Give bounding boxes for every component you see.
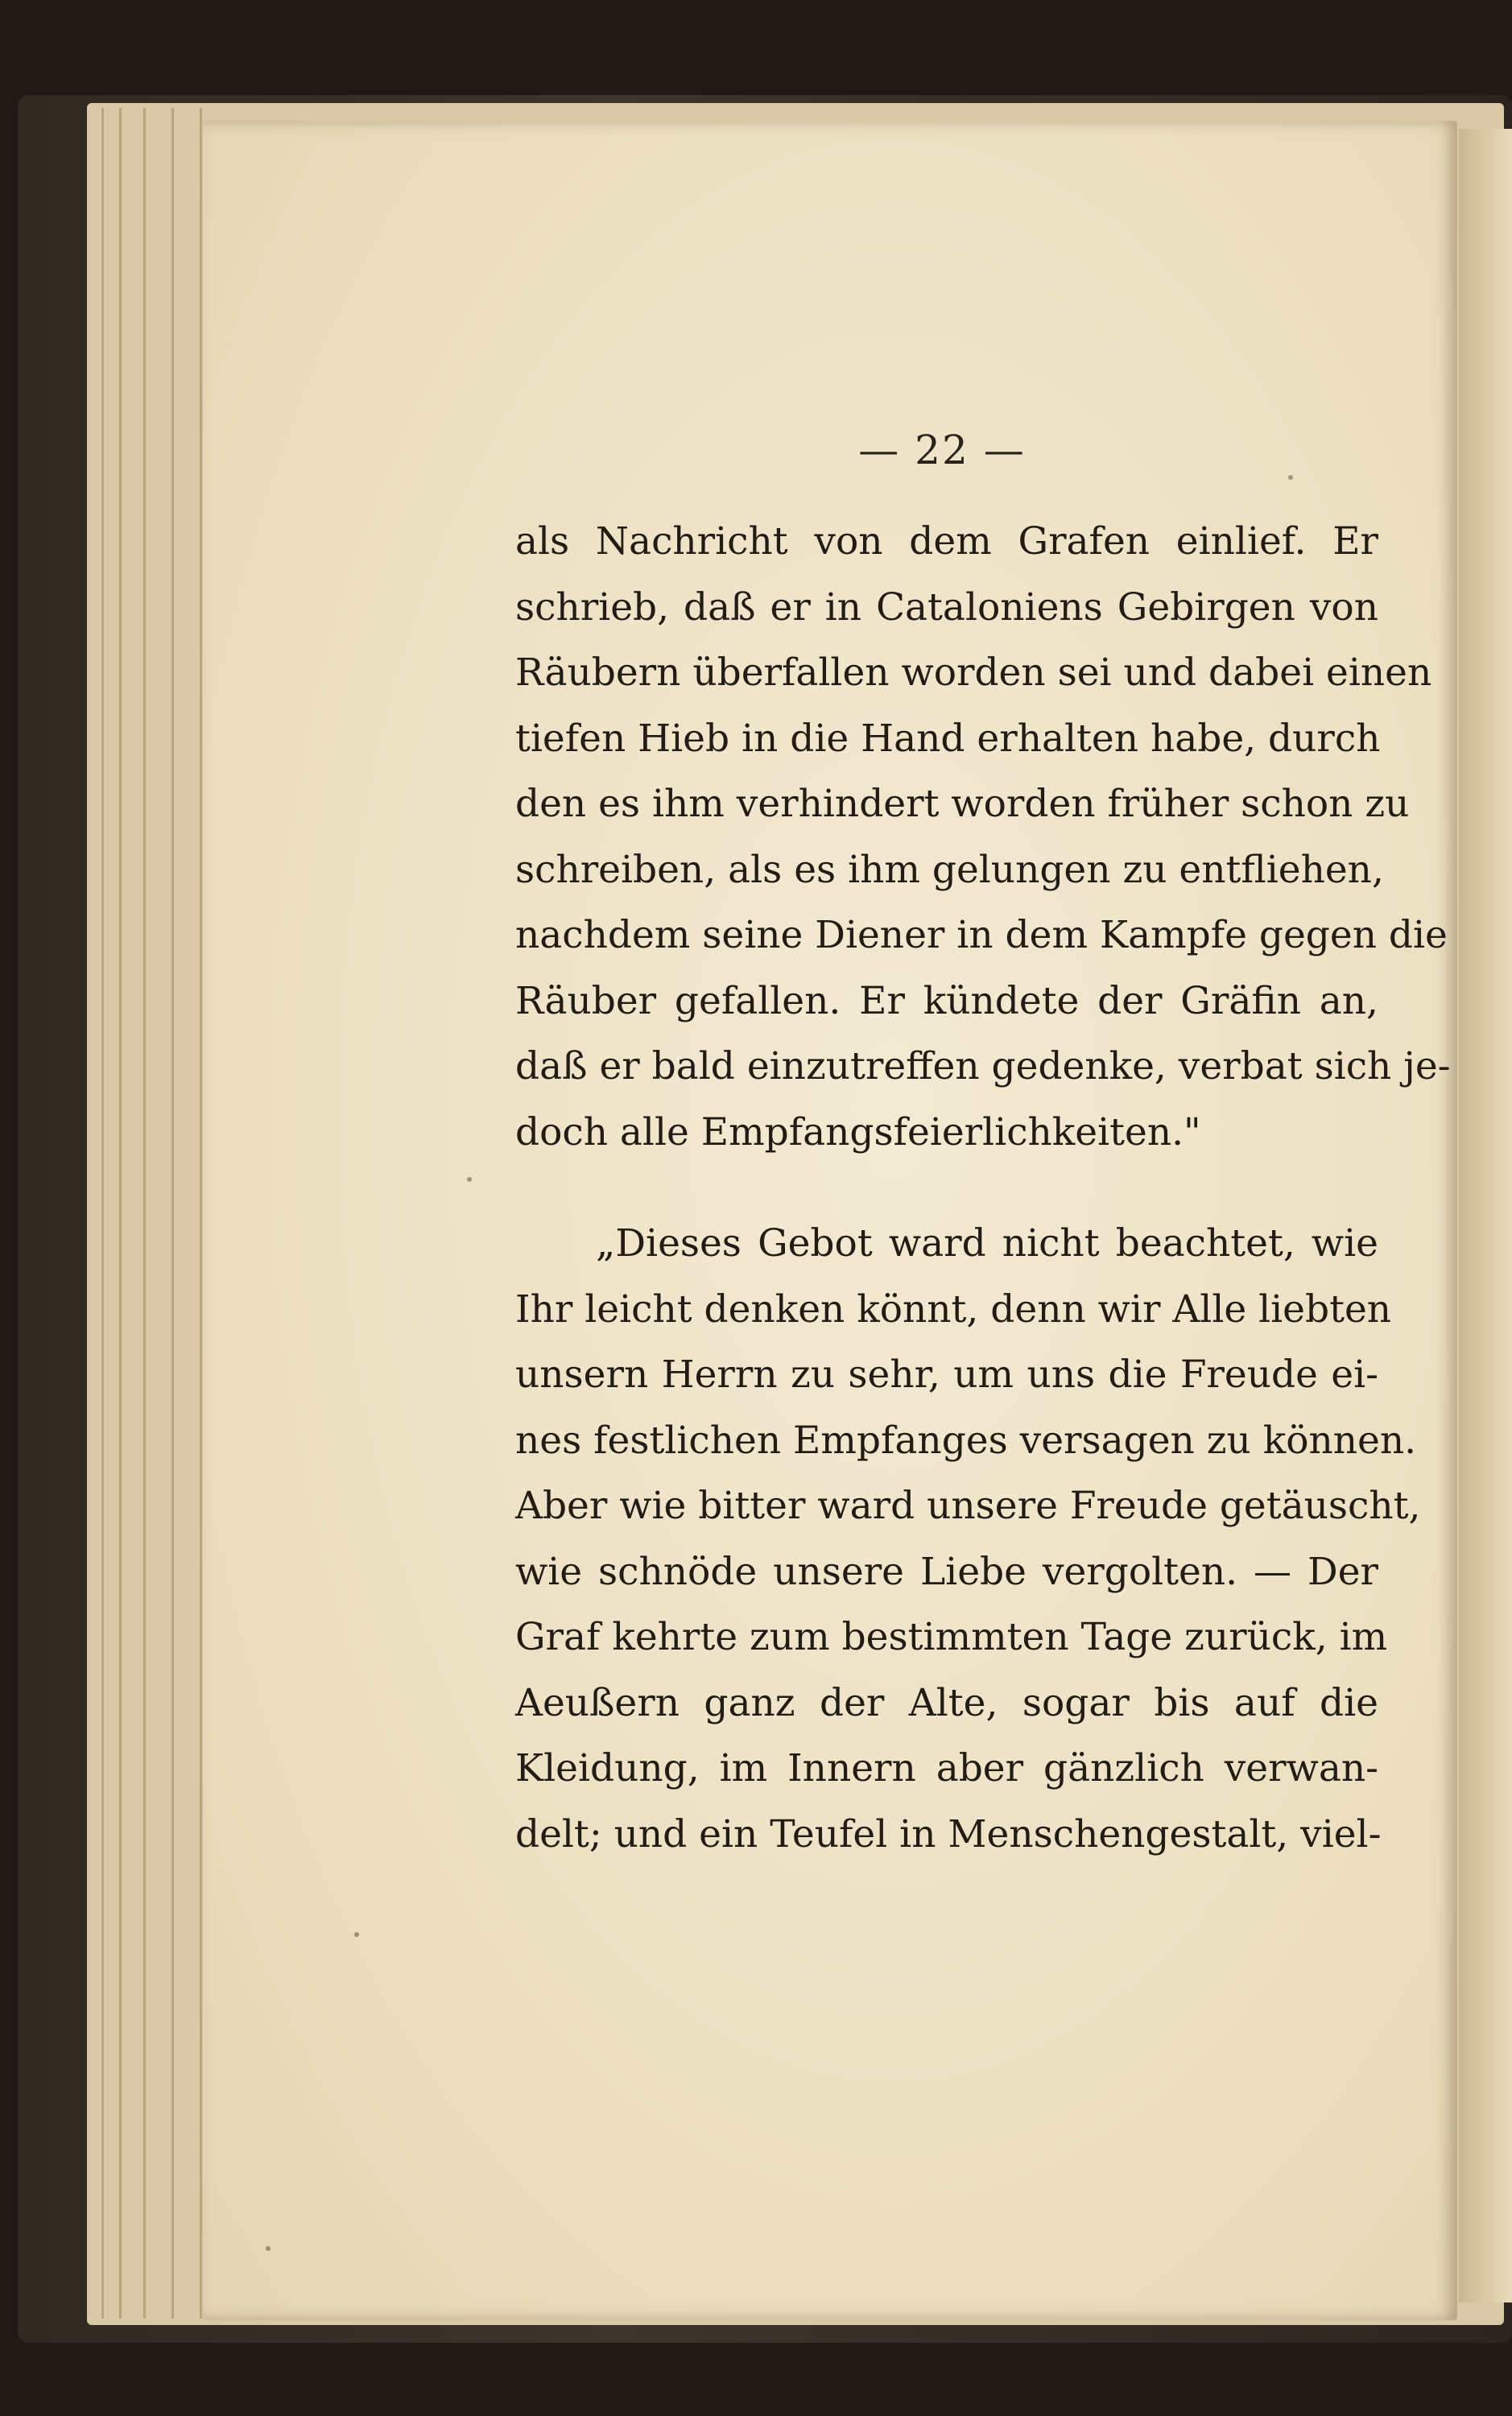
text-line: Aber wie bitter ward unsere Freude getäuscht, bbox=[515, 1484, 1421, 1528]
text-line: delt; und ein Teufel in Menschengestalt, viel- bbox=[515, 1811, 1382, 1856]
text-line: Räubern überfallen worden sei und dabei einen bbox=[515, 650, 1432, 695]
text-line: wie schnöde unsere Liebe vergolten. — Der bbox=[515, 1549, 1378, 1594]
text-line: schreiben, als es ihm gelungen zu entfliehen, bbox=[515, 847, 1384, 892]
page-edge-line bbox=[200, 108, 202, 2319]
text-line: Aeußern ganz der Alte, sogar bis auf die bbox=[515, 1680, 1378, 1725]
text-line: Räuber gefallen. Er kündete der Gräfin an, bbox=[515, 978, 1378, 1023]
paragraph-1 bbox=[515, 509, 1451, 1165]
text-line: unsern Herrn zu sehr, um uns die Freude ei- bbox=[515, 1353, 1378, 1397]
page-edge-line bbox=[143, 108, 146, 2319]
text-line: „Dieses Gebot ward nicht beachtet, wie bbox=[596, 1221, 1378, 1266]
paper-speck bbox=[266, 2246, 271, 2251]
text-line: doch alle Empfangsfeierlichkeiten." bbox=[515, 1109, 1201, 1154]
text-line: tiefen Hieb in die Hand erhalten habe, durch bbox=[515, 716, 1381, 761]
paper-speck bbox=[467, 1177, 472, 1182]
paragraph-2 bbox=[515, 1211, 1421, 1867]
text-line: Graf kehrte zum bestimmten Tage zurück, im bbox=[515, 1615, 1388, 1659]
text-line: den es ihm verhindert worden früher schon zu bbox=[515, 782, 1410, 826]
text-line: Ihr leicht denken könnt, denn wir Alle liebten bbox=[515, 1286, 1392, 1332]
page-edge-line bbox=[171, 108, 174, 2319]
page-edge-line bbox=[101, 108, 104, 2319]
text-line: schrieb, daß er in Cataloniens Gebirgen von bbox=[515, 584, 1378, 630]
text-line: nes festlichen Empfanges versagen zu können. bbox=[515, 1418, 1417, 1463]
page-number: — 22 — bbox=[858, 427, 1026, 473]
text-line: als Nachricht von dem Grafen einlief. Er bbox=[515, 519, 1378, 564]
paper-speck bbox=[1288, 475, 1293, 480]
text-line: nachdem seine Diener in dem Kampfe gegen die bbox=[515, 913, 1448, 957]
text-line: Kleidung, im Innern aber gänzlich verwan- bbox=[515, 1746, 1378, 1790]
text-line: daß er bald einzutreffen gedenke, verbat sich je- bbox=[515, 1044, 1451, 1088]
paper-speck bbox=[354, 1932, 359, 1937]
facing-page-edge bbox=[1459, 129, 1512, 2302]
page-edge-line bbox=[119, 108, 122, 2319]
